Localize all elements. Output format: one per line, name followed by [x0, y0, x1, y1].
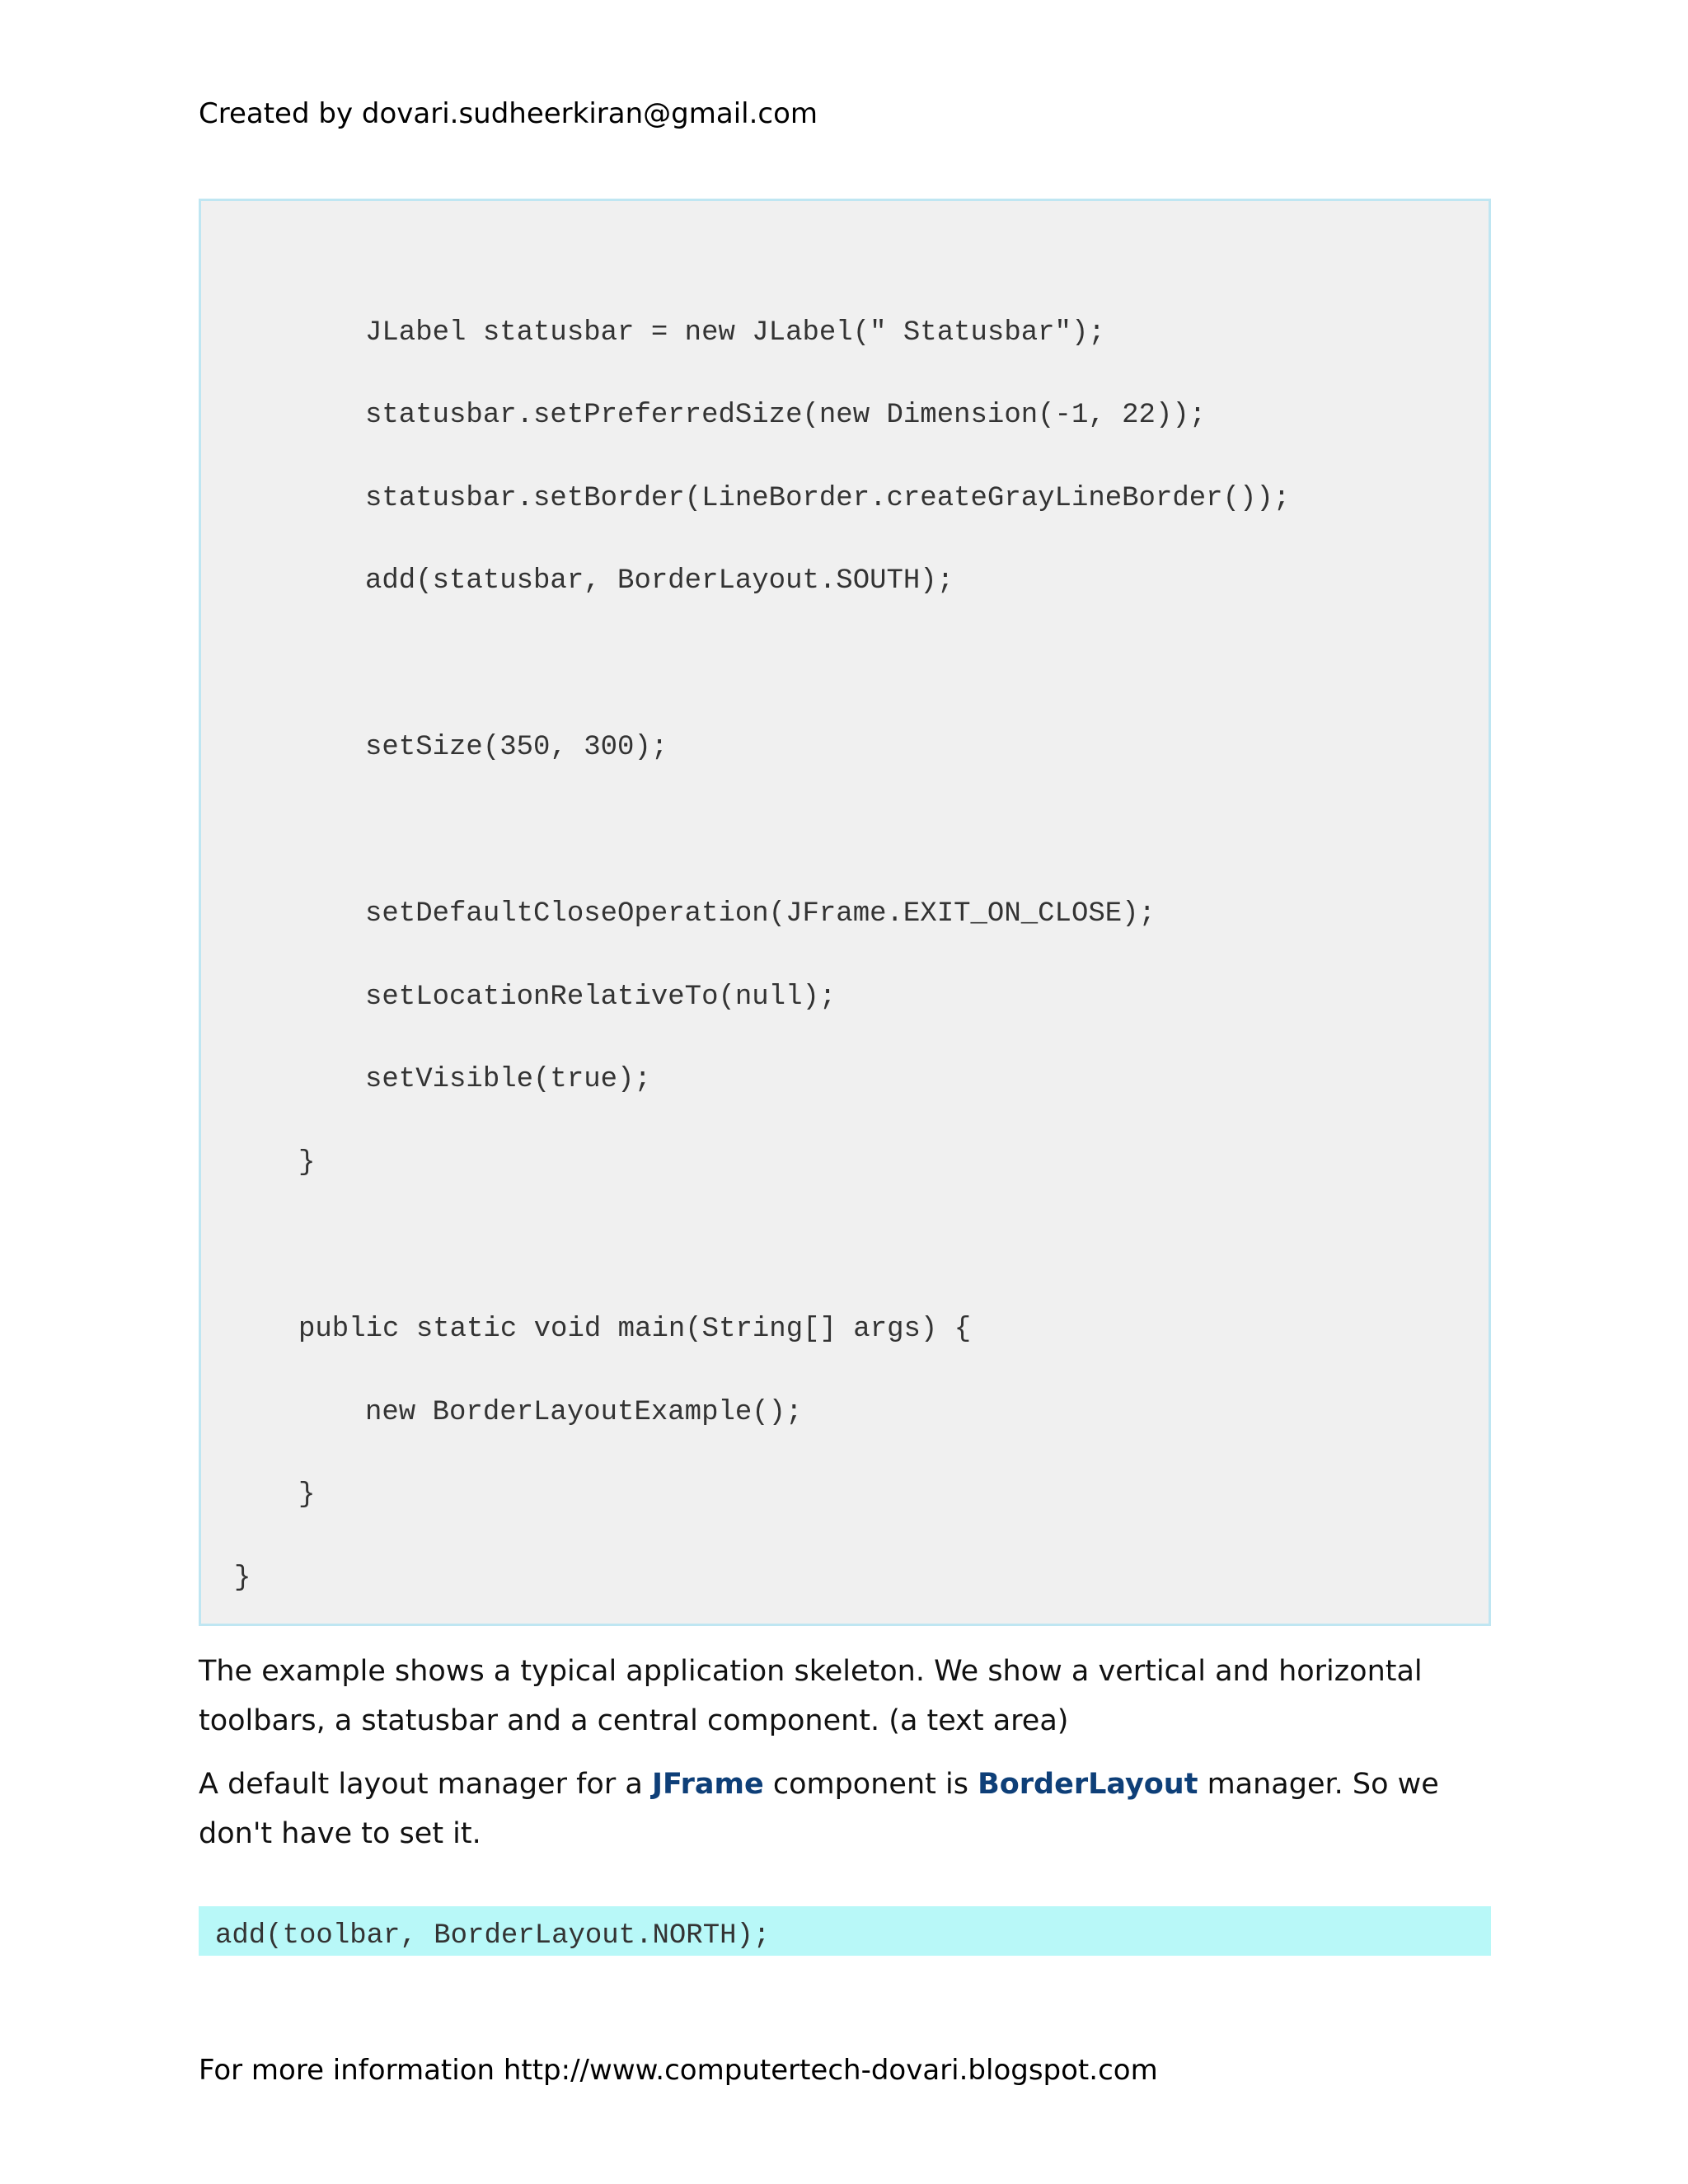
code-line: }	[298, 1479, 316, 1511]
jframe-keyword: JFrame	[651, 1768, 764, 1801]
code-snippet-text: add(toolbar, BorderLayout.NORTH);	[215, 1920, 771, 1952]
code-line: setVisible(true);	[365, 1064, 651, 1095]
page-footer: For more information http://www.computertech-dovari.blogspot.com	[199, 2054, 1158, 2087]
code-line: public static void main(String[] args) {	[298, 1314, 972, 1345]
layout-manager-paragraph	[199, 1760, 1491, 1858]
code-snippet	[199, 1906, 1491, 1956]
paragraph-text: manager. So we don't have to set it.	[199, 1768, 1439, 1850]
code-line: new BorderLayoutExample();	[365, 1397, 803, 1428]
description-paragraph: The example shows a typical application skeleton. We show a vertical and horizontal toolbars, a statusbar and a central component. (a text area)	[199, 1655, 1423, 1737]
code-block	[199, 199, 1491, 1626]
page-header: Created by dovari.sudheerkiran@gmail.com	[199, 97, 818, 130]
code-line: }	[234, 1563, 251, 1594]
code-line: add(statusbar, BorderLayout.SOUTH);	[365, 565, 954, 597]
code-line: statusbar.setBorder(LineBorder.createGrayLineBorder());	[365, 483, 1291, 514]
code-line: }	[298, 1147, 316, 1179]
paragraph-text: component is	[763, 1768, 978, 1801]
paragraph-text: A default layout manager for a	[199, 1768, 652, 1801]
code-line: statusbar.setPreferredSize(new Dimension(-1, 22));	[365, 400, 1207, 431]
code-line: setLocationRelativeTo(null);	[365, 982, 837, 1013]
code-line: JLabel statusbar = new JLabel(" Statusbar");	[365, 317, 1105, 349]
code-line: setSize(350, 300);	[365, 732, 668, 763]
code-line: setDefaultCloseOperation(JFrame.EXIT_ON_CLOSE);	[365, 898, 1156, 930]
borderlayout-keyword: BorderLayout	[978, 1768, 1198, 1801]
